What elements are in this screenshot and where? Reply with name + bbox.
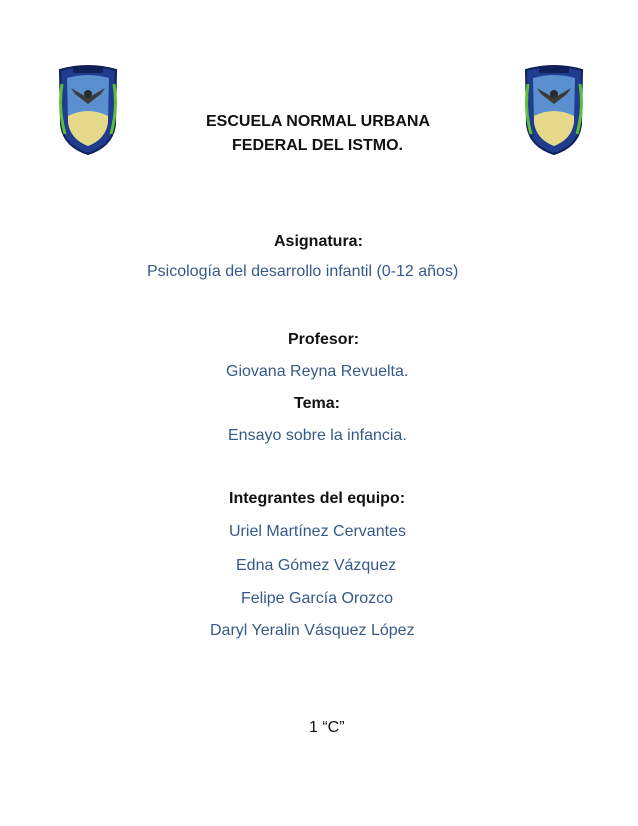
team-member: Felipe García Orozco: [241, 590, 394, 607]
team-member: Uriel Martínez Cervantes: [229, 523, 406, 540]
school-crest-icon-right: [521, 64, 587, 156]
team-member: Edna Gómez Vázquez: [236, 557, 397, 574]
group-label: 1 “C”: [309, 719, 345, 736]
subject-label: Asignatura:: [274, 233, 363, 250]
professor-value: Giovana Reyna Revuelta.: [226, 363, 409, 380]
school-name-line1: ESCUELA NORMAL URBANA: [206, 113, 430, 130]
school-crest-icon-left: [55, 64, 121, 156]
school-crest-icon: [55, 64, 121, 156]
school-crest-icon: [521, 64, 587, 156]
topic-label: Tema:: [294, 395, 340, 412]
subject-value: Psicología del desarrollo infantil (0-12 años): [147, 263, 459, 280]
school-name-line2: FEDERAL DEL ISTMO.: [232, 137, 403, 154]
professor-label: Profesor:: [288, 331, 360, 348]
topic-value: Ensayo sobre la infancia.: [228, 427, 407, 444]
team-member: Daryl Yeralin Vásquez López: [210, 622, 415, 639]
team-label: Integrantes del equipo:: [229, 490, 406, 507]
